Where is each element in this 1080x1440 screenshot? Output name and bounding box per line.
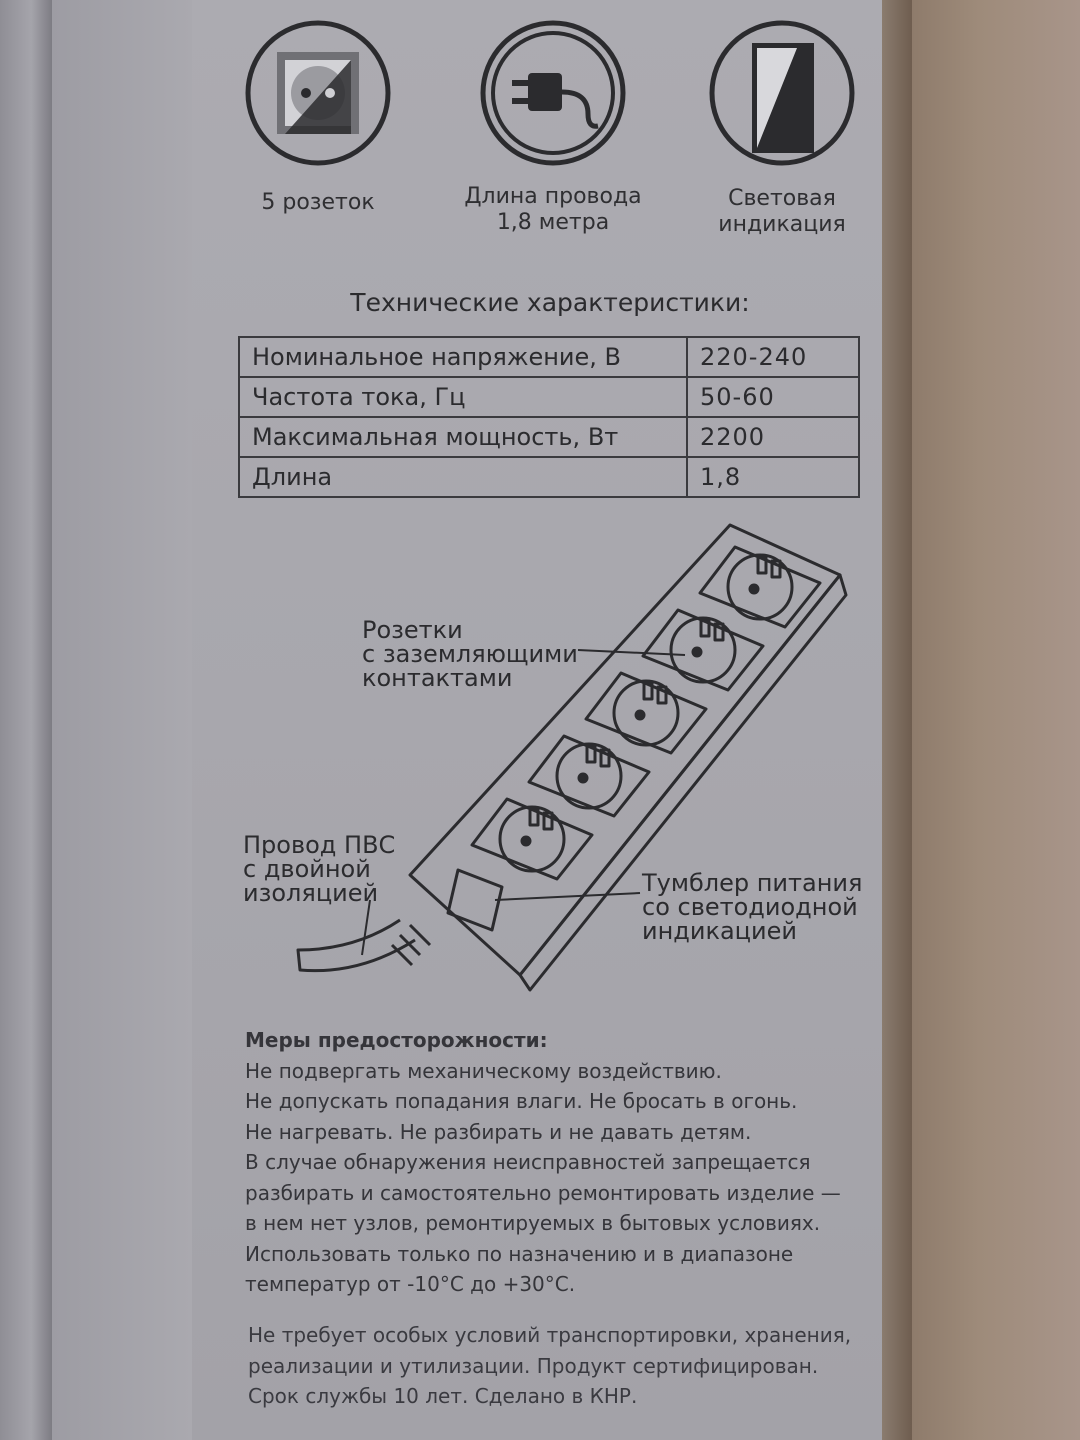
table-row (239, 337, 859, 377)
precaution-line: температур от -10°С до +30°С. (245, 1272, 576, 1296)
precaution-line: разбирать и самостоятельно ремонтировать изделие — (245, 1180, 841, 1205)
switch-callout: Тумблер питания со светодиодной индикацией (642, 869, 863, 945)
note-line: реализации и утилизации. Продукт сертифицирован. (248, 1353, 819, 1378)
socket-outlet (643, 610, 763, 690)
spec-name: Максимальная мощность, Вт (239, 417, 687, 457)
rocker-switch-icon (697, 18, 867, 168)
cardboard-background (912, 0, 1080, 1440)
feature-label: Световая индикация (718, 186, 846, 237)
spec-value: 50-60 (687, 377, 859, 417)
spec-name: Номинальное напряжение, В (239, 337, 687, 377)
socket-outlet (472, 799, 592, 879)
feature-label: 5 розеток (261, 190, 375, 215)
box-left-fold (52, 0, 192, 1440)
box-right-edge (882, 0, 912, 1440)
feature-light-indication (692, 18, 872, 238)
socket-outlet (586, 673, 706, 753)
leader-line (362, 900, 370, 955)
precaution-line: Использовать только по назначению и в диапазоне (245, 1241, 794, 1266)
spec-value: 220-240 (687, 337, 859, 377)
precaution-line: в нем нет узлов, ремонтируемых в бытовых условиях. (245, 1211, 821, 1235)
table-row (239, 377, 859, 417)
note-line: Не требует особых условий транспортировки, хранения, (248, 1323, 852, 1347)
socket-outlet (529, 736, 649, 816)
table-row (239, 457, 859, 497)
spec-name: Частота тока, Гц (239, 377, 687, 417)
power-switch (448, 870, 502, 930)
note-line: Срок службы 10 лет. Сделано в КНР. (248, 1384, 638, 1408)
precaution-line: Не нагревать. Не разбирать и не давать детям. (245, 1119, 752, 1144)
certification-note (248, 1320, 868, 1412)
cord-strain-relief (392, 925, 430, 965)
table-row (239, 417, 859, 457)
plug-cord-icon (468, 18, 638, 168)
feature-sockets (228, 18, 408, 216)
specs-title: Технические характеристики: (350, 288, 750, 317)
sockets-callout: Розетки с заземляющими контактами (362, 616, 578, 692)
leader-line (578, 650, 685, 655)
precautions-section (245, 1025, 865, 1300)
specs-table (238, 336, 860, 498)
spec-name: Длина (239, 457, 687, 497)
socket-icon (233, 18, 403, 168)
precaution-line: Не подвергать механическому воздействию. (245, 1058, 722, 1083)
precautions-heading: Меры предосторожности: (245, 1028, 548, 1052)
spec-value: 1,8 (687, 457, 859, 497)
feature-cord-length (458, 18, 648, 236)
box-left-edge (0, 0, 52, 1440)
cord-callout: Провод ПВС с двойной изоляцией (243, 831, 396, 907)
precaution-line: В случае обнаружения неисправностей запрещается (245, 1150, 811, 1174)
precaution-line: Не допускать попадания влаги. Не бросать в огонь. (245, 1089, 798, 1113)
leader-line (495, 893, 640, 900)
spec-value: 2200 (687, 417, 859, 457)
feature-label: Длина провода 1,8 метра (464, 184, 642, 235)
power-cord (298, 920, 415, 971)
